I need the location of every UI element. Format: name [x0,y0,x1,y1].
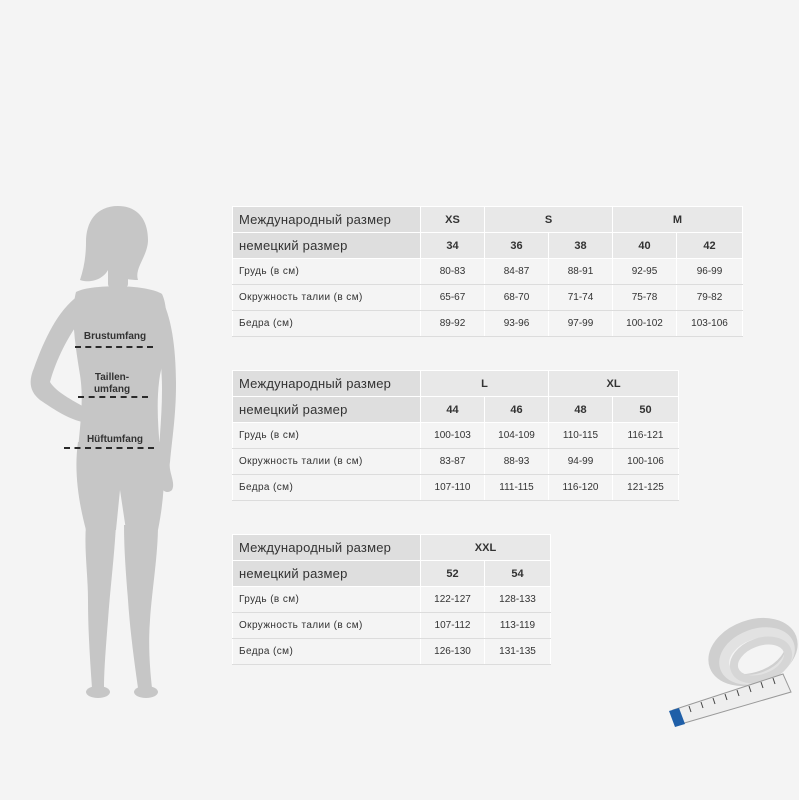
value-cell: 65-67 [421,285,485,311]
intl-size-s: S [485,207,613,233]
value-cell: 92-95 [613,259,677,285]
chest-row [233,259,743,285]
row-label: Окружность талии (в см) [233,613,421,639]
body-silhouette [0,200,200,700]
german-size-cell: 52 [421,561,485,587]
bust-label: Brustumfang [83,331,147,342]
row-label: Окружность талии (в см) [233,449,421,475]
value-cell: 88-91 [549,259,613,285]
value-cell: 96-99 [677,259,743,285]
value-cell: 111-115 [485,475,549,501]
waist-label-line2: umfang [93,384,131,395]
row-label: Грудь (в см) [233,587,421,613]
row-label: Бедра (см) [233,311,421,337]
value-cell: 79-82 [677,285,743,311]
measuring-tape-icon [665,612,799,727]
intl-size-l: L [421,371,549,397]
intl-size-label: Международный размер [233,371,421,397]
german-size-cell: 42 [677,233,743,259]
german-size-label: немецкий размер [233,233,421,259]
value-cell: 126-130 [421,639,485,665]
value-cell: 107-112 [421,613,485,639]
value-cell: 80-83 [421,259,485,285]
hip-label: Hüftumfang [86,434,144,445]
intl-size-row [233,535,551,561]
value-cell: 107-110 [421,475,485,501]
waist-row [233,613,551,639]
hip-row [233,311,743,337]
german-size-cell: 34 [421,233,485,259]
value-cell: 103-106 [677,311,743,337]
value-cell: 113-119 [485,613,551,639]
waist-row [233,285,743,311]
german-size-cell: 50 [613,397,679,423]
size-table-l-xl [232,370,679,501]
bust-line [75,346,153,348]
value-cell: 94-99 [549,449,613,475]
value-cell: 128-133 [485,587,551,613]
chest-row [233,587,551,613]
hip-row [233,475,679,501]
intl-size-m: M [613,207,743,233]
german-size-cell: 48 [549,397,613,423]
waist-label-line1: Taillen- [94,372,130,383]
value-cell: 116-121 [613,423,679,449]
german-size-label: немецкий размер [233,397,421,423]
chest-row [233,423,679,449]
intl-size-row [233,207,743,233]
german-size-cell: 38 [549,233,613,259]
german-size-row [233,233,743,259]
german-size-cell: 46 [485,397,549,423]
value-cell: 71-74 [549,285,613,311]
intl-size-xs: XS [421,207,485,233]
value-cell: 88-93 [485,449,549,475]
hip-line [64,447,154,449]
value-cell: 100-102 [613,311,677,337]
value-cell: 93-96 [485,311,549,337]
value-cell: 110-115 [549,423,613,449]
hip-row [233,639,551,665]
woman-silhouette-icon [0,200,200,700]
row-label: Бедра (см) [233,639,421,665]
german-size-cell: 40 [613,233,677,259]
waist-row [233,449,679,475]
value-cell: 116-120 [549,475,613,501]
value-cell: 68-70 [485,285,549,311]
intl-size-row [233,371,679,397]
value-cell: 75-78 [613,285,677,311]
value-cell: 104-109 [485,423,549,449]
value-cell: 97-99 [549,311,613,337]
size-table-xxl [232,534,551,665]
row-label: Бедра (см) [233,475,421,501]
intl-size-xxl: XXL [421,535,551,561]
german-size-row [233,397,679,423]
intl-size-label: Международный размер [233,535,421,561]
value-cell: 83-87 [421,449,485,475]
intl-size-xl: XL [549,371,679,397]
value-cell: 121-125 [613,475,679,501]
value-cell: 131-135 [485,639,551,665]
waist-line [78,396,148,398]
german-size-cell: 36 [485,233,549,259]
row-label: Грудь (в см) [233,423,421,449]
value-cell: 122-127 [421,587,485,613]
value-cell: 100-103 [421,423,485,449]
size-table-xs-m [232,206,743,337]
value-cell: 100-106 [613,449,679,475]
german-size-cell: 44 [421,397,485,423]
row-label: Окружность талии (в см) [233,285,421,311]
value-cell: 84-87 [485,259,549,285]
row-label: Грудь (в см) [233,259,421,285]
german-size-cell: 54 [485,561,551,587]
german-size-label: немецкий размер [233,561,421,587]
intl-size-label: Международный размер [233,207,421,233]
value-cell: 89-92 [421,311,485,337]
german-size-row [233,561,551,587]
